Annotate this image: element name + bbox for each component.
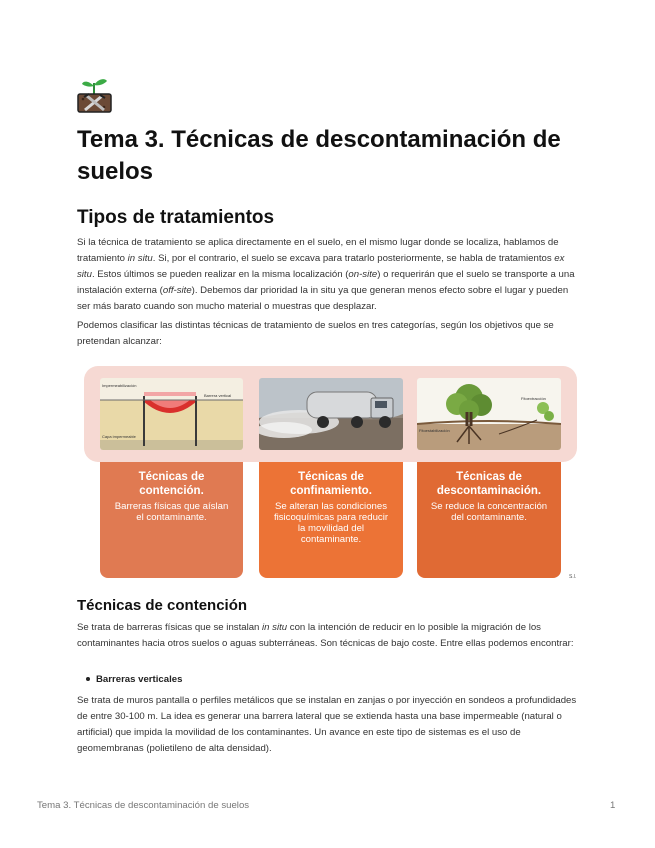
card-title: Técnicas de confinamiento. [290, 471, 372, 497]
card-confinamiento [259, 462, 403, 578]
containment-paragraph: Se trata de barreras físicas que se instalan in situ con la intención de reducir en lo posible la migración de los contaminantes hacia otros suelos o aguas subterráneas. Son técnicas de bajo coste. Entre ellas podemos encontrar: [77, 622, 574, 649]
card-description: Se alteran las condiciones fisicoquímicas para reducir la movilidad del contaminante. [273, 501, 389, 545]
list-item: Barreras verticales [86, 673, 182, 687]
source-mark: S.l. [569, 574, 577, 580]
card-title: Técnicas de contención. [138, 471, 205, 497]
vertical-barriers-paragraph: Se trata de muros pantalla o perfiles metálicos que se instalan en zanjas o por inyección en sondeos a profundidades de entre 30-100 m. La idea es generar una barrera lateral que se extienda hasta una base impermeable (natural o artificial) que impida la movilidad de los contaminantes. Un avance en este tipo de sistemas es el uso de geomembranas (polietileno de alta densidad). [77, 695, 577, 754]
decontamination-tree-image [417, 378, 561, 450]
card-description: Barreras físicas que aíslan el contaminante. [114, 501, 229, 523]
card-description: Se reduce la concentración del contaminante. [430, 501, 548, 523]
soil-plant-logo-icon [76, 74, 113, 114]
confinement-truck-image [259, 378, 403, 450]
page-title: Tema 3. Técnicas de descontaminación de suelos [77, 126, 561, 185]
classification-paragraph: Podemos clasificar las distintas técnicas de tratamiento de suelos en tres categorías, según los objetivos que se pretendan alcanzar: [77, 320, 554, 347]
diagram-label-impermeabilizacion: Impermeabilización [102, 383, 137, 388]
card-title: Técnicas de descontaminación. [436, 471, 542, 497]
containment-diagram-image [100, 378, 243, 450]
card-descontaminacion [417, 462, 561, 578]
diagram-label-barrera: Barrera vertical [204, 393, 232, 398]
section-heading: Tipos de tratamientos [77, 207, 275, 228]
diagram-label-fitoextraccion: Fitoextracción [521, 396, 546, 401]
page-number: 1 [610, 800, 616, 811]
intro-paragraph: Si la técnica de tratamiento se aplica directamente en el suelo, en el mismo lugar donde se localiza, hablamos de tratamiento in situ. Si, por el contrario, el suelo se excava para tratarlo posteriormente, se habla de tratamientos ex situ. Estos últimos se pueden realizar en la misma localización (on-site) o requerirán que el suelo se transporte a una instalación externa (off-site). Debemos dar prioridad la in situ ya que generan menos efecto sobre el lugar y pueden ser más barato cuando son mucho material o muestras que desplazar. [77, 237, 575, 312]
card-contencion [100, 462, 243, 578]
footer-title: Tema 3. Técnicas de descontaminación de suelos [37, 800, 250, 811]
subsection-heading: Técnicas de contención [77, 597, 248, 614]
diagram-label-capa: Capa impermeable [102, 434, 136, 439]
bullet-dot-icon [86, 677, 90, 681]
diagram-label-fitoestabilizacion: Fitoestabilización [419, 428, 450, 433]
